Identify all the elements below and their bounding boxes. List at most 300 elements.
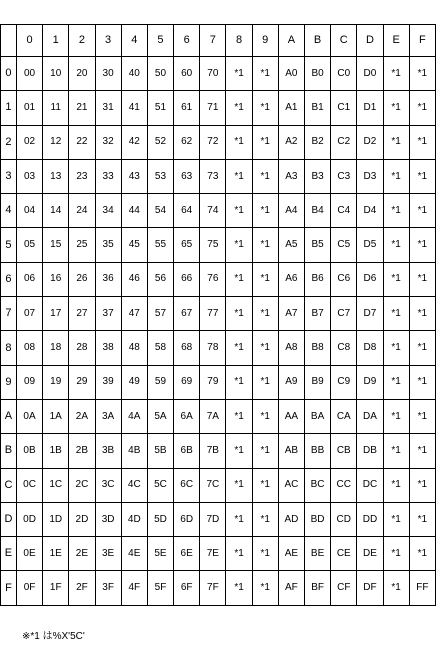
table-cell: D2 (357, 125, 383, 159)
table-cell: 13 (43, 159, 69, 193)
table-cell: 36 (95, 262, 121, 296)
table-cell: BE (304, 537, 330, 571)
table-cell: 19 (43, 365, 69, 399)
table-cell: 35 (95, 228, 121, 262)
table-cell: 01 (16, 91, 42, 125)
table-cell: 68 (174, 331, 200, 365)
table-cell: 48 (121, 331, 147, 365)
table-cell: D9 (357, 365, 383, 399)
column-header: 9 (252, 25, 278, 57)
table-cell: 47 (121, 297, 147, 331)
table-cell: 39 (95, 365, 121, 399)
table-cell: 7D (200, 502, 226, 536)
table-cell: B3 (304, 159, 330, 193)
table-cell: 76 (200, 262, 226, 296)
table-cell: 3B (95, 434, 121, 468)
table-cell: 34 (95, 194, 121, 228)
table-row (1, 434, 436, 468)
table-cell: 52 (147, 125, 173, 159)
table-cell: 53 (147, 159, 173, 193)
table-cell: C3 (331, 159, 357, 193)
table-cell: *1 (409, 194, 435, 228)
column-header: 6 (174, 25, 200, 57)
table-cell: 1C (43, 468, 69, 502)
hex-code-table (0, 24, 436, 606)
table-cell: B1 (304, 91, 330, 125)
table-cell: 3F (95, 571, 121, 605)
table-cell: *1 (383, 159, 409, 193)
table-cell: BC (304, 468, 330, 502)
table-cell: 03 (16, 159, 42, 193)
table-cell: *1 (383, 502, 409, 536)
table-cell: *1 (409, 502, 435, 536)
table-cell: 0B (16, 434, 42, 468)
table-cell: A5 (278, 228, 304, 262)
table-cell: 0F (16, 571, 42, 605)
table-cell: 1B (43, 434, 69, 468)
table-cell: 11 (43, 91, 69, 125)
table-cell: *1 (409, 537, 435, 571)
table-cell: 45 (121, 228, 147, 262)
table-cell: 57 (147, 297, 173, 331)
table-row (1, 571, 436, 605)
table-cell: *1 (252, 125, 278, 159)
table-cell: *1 (383, 228, 409, 262)
table-row (1, 159, 436, 193)
table-cell: *1 (252, 297, 278, 331)
table-cell: B8 (304, 331, 330, 365)
table-cell: 0C (16, 468, 42, 502)
row-header: B (1, 434, 17, 468)
table-cell: D5 (357, 228, 383, 262)
table-cell: 64 (174, 194, 200, 228)
table-cell: 49 (121, 365, 147, 399)
table-cell: C8 (331, 331, 357, 365)
column-header: C (331, 25, 357, 57)
table-cell: 61 (174, 91, 200, 125)
table-cell: 2E (69, 537, 95, 571)
table-cell: 25 (69, 228, 95, 262)
table-cell: 5D (147, 502, 173, 536)
table-cell: AF (278, 571, 304, 605)
table-cell: 2A (69, 399, 95, 433)
table-cell: 65 (174, 228, 200, 262)
table-cell: A4 (278, 194, 304, 228)
table-cell: AC (278, 468, 304, 502)
table-cell: *1 (383, 125, 409, 159)
table-cell: 2F (69, 571, 95, 605)
table-cell: 04 (16, 194, 42, 228)
table-cell: 5F (147, 571, 173, 605)
table-cell: A8 (278, 331, 304, 365)
table-cell: 70 (200, 57, 226, 91)
table-cell: BA (304, 399, 330, 433)
table-cell: 40 (121, 57, 147, 91)
table-cell: D8 (357, 331, 383, 365)
table-cell: 66 (174, 262, 200, 296)
table-cell: *1 (252, 159, 278, 193)
row-header: 8 (1, 331, 17, 365)
table-cell: 20 (69, 57, 95, 91)
table-cell: *1 (409, 228, 435, 262)
table-cell: 0D (16, 502, 42, 536)
table-row (1, 194, 436, 228)
table-cell: *1 (252, 502, 278, 536)
table-cell: 23 (69, 159, 95, 193)
table-cell: *1 (226, 159, 252, 193)
table-cell: 73 (200, 159, 226, 193)
table-cell: 43 (121, 159, 147, 193)
table-cell: CF (331, 571, 357, 605)
table-cell: 58 (147, 331, 173, 365)
table-cell: 16 (43, 262, 69, 296)
table-cell: BD (304, 502, 330, 536)
column-header: 7 (200, 25, 226, 57)
table-cell: *1 (226, 57, 252, 91)
table-cell: 3E (95, 537, 121, 571)
corner-cell (1, 25, 17, 57)
table-cell: 1D (43, 502, 69, 536)
table-cell: AE (278, 537, 304, 571)
table-cell: *1 (409, 468, 435, 502)
table-cell: 60 (174, 57, 200, 91)
table-row (1, 262, 436, 296)
column-header: F (409, 25, 435, 57)
table-cell: *1 (383, 331, 409, 365)
table-cell: A1 (278, 91, 304, 125)
table-cell: 33 (95, 159, 121, 193)
table-cell: 12 (43, 125, 69, 159)
table-cell: 15 (43, 228, 69, 262)
table-cell: *1 (252, 228, 278, 262)
table-cell: 1F (43, 571, 69, 605)
table-cell: CC (331, 468, 357, 502)
table-cell: *1 (409, 434, 435, 468)
table-cell: 63 (174, 159, 200, 193)
column-header: D (357, 25, 383, 57)
table-cell: *1 (383, 91, 409, 125)
table-cell: *1 (226, 434, 252, 468)
table-cell: FF (409, 571, 435, 605)
table-cell: C1 (331, 91, 357, 125)
table-cell: *1 (383, 468, 409, 502)
table-cell: *1 (252, 468, 278, 502)
header-row (1, 25, 436, 57)
table-cell: 41 (121, 91, 147, 125)
table-cell: 2C (69, 468, 95, 502)
table-cell: *1 (383, 434, 409, 468)
table-cell: 6F (174, 571, 200, 605)
table-cell: *1 (409, 125, 435, 159)
table-cell: 26 (69, 262, 95, 296)
table-cell: *1 (252, 537, 278, 571)
table-cell: 0E (16, 537, 42, 571)
table-cell: *1 (252, 57, 278, 91)
table-cell: A2 (278, 125, 304, 159)
table-cell: 6A (174, 399, 200, 433)
table-cell: 30 (95, 57, 121, 91)
table-cell: *1 (383, 297, 409, 331)
column-header: 0 (16, 25, 42, 57)
row-header: 0 (1, 57, 17, 91)
table-cell: *1 (226, 502, 252, 536)
table-cell: 09 (16, 365, 42, 399)
row-header: 1 (1, 91, 17, 125)
table-cell: 55 (147, 228, 173, 262)
table-cell: *1 (252, 434, 278, 468)
table-cell: 3D (95, 502, 121, 536)
table-cell: 08 (16, 331, 42, 365)
row-header: 5 (1, 228, 17, 262)
table-cell: CB (331, 434, 357, 468)
table-cell: 5A (147, 399, 173, 433)
table-cell: DF (357, 571, 383, 605)
table-cell: 71 (200, 91, 226, 125)
table-cell: C0 (331, 57, 357, 91)
table-cell: BB (304, 434, 330, 468)
table-cell: 79 (200, 365, 226, 399)
table-cell: 05 (16, 228, 42, 262)
table-cell: B5 (304, 228, 330, 262)
table-cell: 67 (174, 297, 200, 331)
table-cell: C2 (331, 125, 357, 159)
table-cell: 32 (95, 125, 121, 159)
row-header: 4 (1, 194, 17, 228)
column-header: A (278, 25, 304, 57)
table-cell: 62 (174, 125, 200, 159)
table-cell: A7 (278, 297, 304, 331)
column-header: 5 (147, 25, 173, 57)
table-cell: 00 (16, 57, 42, 91)
row-header: F (1, 571, 17, 605)
table-cell: *1 (409, 57, 435, 91)
row-header: 9 (1, 365, 17, 399)
table-cell: B2 (304, 125, 330, 159)
table-cell: 29 (69, 365, 95, 399)
row-header: E (1, 537, 17, 571)
column-header: 2 (69, 25, 95, 57)
table-cell: BF (304, 571, 330, 605)
table-cell: 42 (121, 125, 147, 159)
table-cell: 56 (147, 262, 173, 296)
table-cell: 78 (200, 331, 226, 365)
table-cell: *1 (226, 399, 252, 433)
table-cell: *1 (383, 262, 409, 296)
table-cell: *1 (252, 571, 278, 605)
table-cell: CA (331, 399, 357, 433)
table-cell: 02 (16, 125, 42, 159)
table-cell: 7E (200, 537, 226, 571)
table-cell: C6 (331, 262, 357, 296)
table-cell: 54 (147, 194, 173, 228)
table-row (1, 468, 436, 502)
table-cell: 4B (121, 434, 147, 468)
table-cell: *1 (409, 159, 435, 193)
table-cell: C4 (331, 194, 357, 228)
table-cell: D0 (357, 57, 383, 91)
table-cell: 28 (69, 331, 95, 365)
table-cell: 7F (200, 571, 226, 605)
table-cell: *1 (226, 125, 252, 159)
table-cell: DC (357, 468, 383, 502)
table-cell: *1 (226, 297, 252, 331)
table-cell: A6 (278, 262, 304, 296)
table-row (1, 502, 436, 536)
table-cell: *1 (226, 468, 252, 502)
table-row (1, 297, 436, 331)
table-cell: 27 (69, 297, 95, 331)
table-cell: 0A (16, 399, 42, 433)
table-cell: B0 (304, 57, 330, 91)
table-cell: DE (357, 537, 383, 571)
table-cell: 6B (174, 434, 200, 468)
table-cell: CE (331, 537, 357, 571)
table-cell: 2B (69, 434, 95, 468)
table-cell: CD (331, 502, 357, 536)
row-header: A (1, 399, 17, 433)
table-cell: DA (357, 399, 383, 433)
table-cell: 74 (200, 194, 226, 228)
table-cell: 06 (16, 262, 42, 296)
table-cell: 1A (43, 399, 69, 433)
table-cell: 3A (95, 399, 121, 433)
table-cell: *1 (409, 91, 435, 125)
footnote: ※*1 は%X'5C' (22, 631, 85, 642)
table-row (1, 537, 436, 571)
table-cell: *1 (252, 194, 278, 228)
table-cell: 14 (43, 194, 69, 228)
table-cell: D6 (357, 262, 383, 296)
table-cell: A3 (278, 159, 304, 193)
table-row (1, 331, 436, 365)
table-row (1, 125, 436, 159)
table-cell: 4E (121, 537, 147, 571)
table-cell: 77 (200, 297, 226, 331)
table-cell: *1 (383, 365, 409, 399)
table-cell: 37 (95, 297, 121, 331)
table-cell: *1 (226, 537, 252, 571)
table-cell: *1 (409, 399, 435, 433)
row-header: 2 (1, 125, 17, 159)
row-header: C (1, 468, 17, 502)
row-header: D (1, 502, 17, 536)
table-cell: *1 (226, 228, 252, 262)
table-row (1, 365, 436, 399)
table-cell: *1 (252, 399, 278, 433)
table-cell: 4F (121, 571, 147, 605)
table-cell: DB (357, 434, 383, 468)
row-header: 3 (1, 159, 17, 193)
table-cell: 18 (43, 331, 69, 365)
column-header: 1 (43, 25, 69, 57)
table-cell: 1E (43, 537, 69, 571)
table-cell: 7A (200, 399, 226, 433)
table-row (1, 57, 436, 91)
table-cell: *1 (252, 262, 278, 296)
table-cell: 17 (43, 297, 69, 331)
table-cell: 10 (43, 57, 69, 91)
table-cell: 50 (147, 57, 173, 91)
column-header: B (304, 25, 330, 57)
table-cell: 5E (147, 537, 173, 571)
table-row (1, 228, 436, 262)
table-cell: 07 (16, 297, 42, 331)
table-cell: D7 (357, 297, 383, 331)
table-cell: 7B (200, 434, 226, 468)
table-cell: B6 (304, 262, 330, 296)
table-cell: 75 (200, 228, 226, 262)
table-cell: 51 (147, 91, 173, 125)
table-cell: AA (278, 399, 304, 433)
column-header: 3 (95, 25, 121, 57)
table-cell: 5C (147, 468, 173, 502)
table-cell: *1 (409, 331, 435, 365)
table-cell: *1 (409, 365, 435, 399)
table-cell: 4A (121, 399, 147, 433)
table-cell: 7C (200, 468, 226, 502)
column-header: 4 (121, 25, 147, 57)
table-cell: *1 (226, 262, 252, 296)
table-cell: C9 (331, 365, 357, 399)
table-cell: *1 (252, 91, 278, 125)
table-cell: *1 (226, 91, 252, 125)
table-cell: *1 (252, 331, 278, 365)
table-cell: 38 (95, 331, 121, 365)
table-cell: 24 (69, 194, 95, 228)
table-cell: 3C (95, 468, 121, 502)
table-cell: 22 (69, 125, 95, 159)
table-cell: AB (278, 434, 304, 468)
row-header: 7 (1, 297, 17, 331)
table-cell: 69 (174, 365, 200, 399)
table-row (1, 91, 436, 125)
table-cell: 31 (95, 91, 121, 125)
table-cell: *1 (383, 399, 409, 433)
table-cell: 6D (174, 502, 200, 536)
table-cell: B9 (304, 365, 330, 399)
table-cell: D1 (357, 91, 383, 125)
table-cell: D3 (357, 159, 383, 193)
table-cell: *1 (383, 571, 409, 605)
table-cell: *1 (383, 57, 409, 91)
table-cell: *1 (252, 365, 278, 399)
table-cell: 6E (174, 537, 200, 571)
table-cell: C7 (331, 297, 357, 331)
table-cell: 46 (121, 262, 147, 296)
table-cell: 59 (147, 365, 173, 399)
table-cell: A9 (278, 365, 304, 399)
column-header: 8 (226, 25, 252, 57)
table-cell: *1 (226, 194, 252, 228)
table-cell: 21 (69, 91, 95, 125)
table-cell: D4 (357, 194, 383, 228)
table-cell: *1 (409, 262, 435, 296)
row-header: 6 (1, 262, 17, 296)
table-cell: *1 (226, 365, 252, 399)
table-cell: *1 (226, 331, 252, 365)
table-cell: 2D (69, 502, 95, 536)
table-cell: C5 (331, 228, 357, 262)
table-cell: 72 (200, 125, 226, 159)
table-cell: 44 (121, 194, 147, 228)
table-cell: A0 (278, 57, 304, 91)
table-cell: 6C (174, 468, 200, 502)
table-cell: *1 (226, 571, 252, 605)
table-row (1, 399, 436, 433)
table-cell: *1 (383, 537, 409, 571)
table-cell: *1 (409, 297, 435, 331)
table-cell: *1 (383, 194, 409, 228)
